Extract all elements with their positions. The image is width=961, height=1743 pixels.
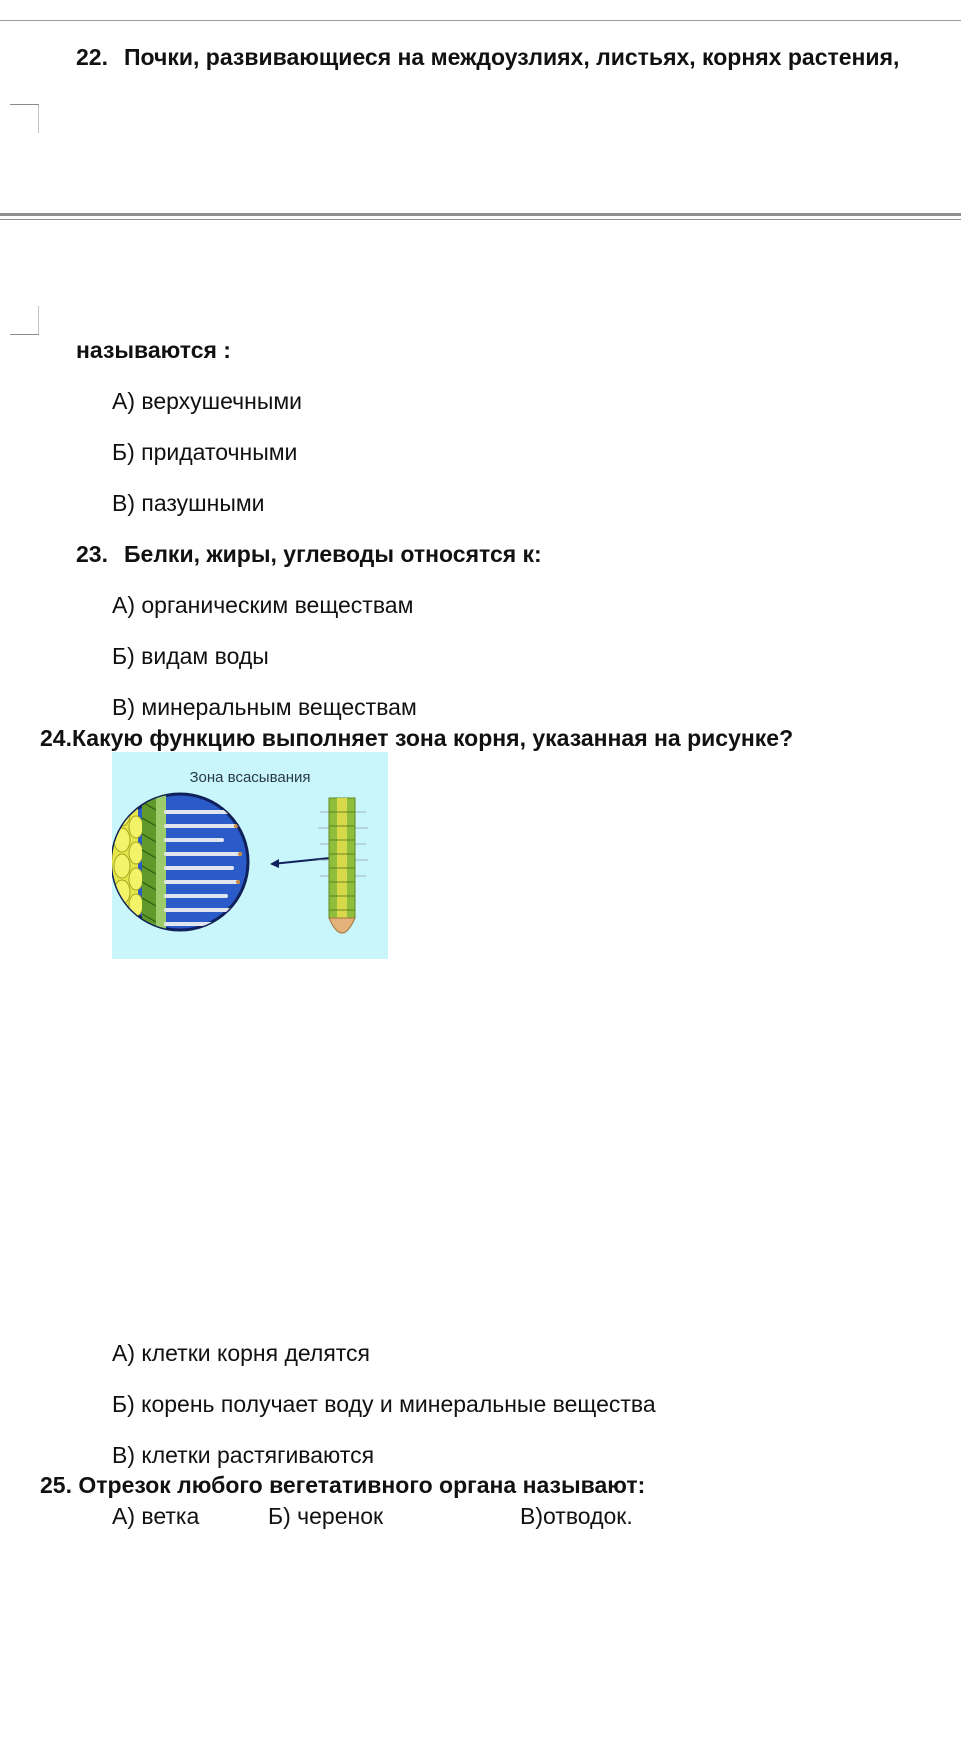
q22-option-b: Б) придаточными bbox=[112, 439, 298, 465]
q25-option-a: А) ветка bbox=[112, 1503, 200, 1529]
question-22-title-continued: называются : bbox=[76, 337, 231, 363]
question-22-title: Почки, развивающиеся на междоузлиях, листьях, корнях растения, bbox=[124, 44, 900, 70]
q24-option-a: А) клетки корня делятся bbox=[112, 1340, 370, 1366]
question-23-number: 23. bbox=[76, 541, 108, 567]
page-break-line-inner bbox=[0, 219, 961, 220]
q23-option-a: А) органическим веществам bbox=[112, 592, 414, 618]
q22-option-c: В) пазушными bbox=[112, 490, 265, 516]
q24-option-b: Б) корень получает воду и минеральные вещества bbox=[112, 1391, 656, 1417]
figure-caption: Зона всасывания bbox=[189, 769, 311, 786]
page-break-line bbox=[0, 213, 961, 216]
q23-option-c: В) минеральным веществам bbox=[112, 694, 417, 720]
page-margin-corner-mark bbox=[10, 306, 39, 335]
question-23-title: Белки, жиры, углеводы относятся к: bbox=[124, 541, 542, 567]
q25-option-c: В)отводок. bbox=[520, 1503, 633, 1529]
q24-option-c: В) клетки растягиваются bbox=[112, 1442, 375, 1468]
q23-option-b: Б) видам воды bbox=[112, 643, 269, 669]
q22-option-a: А) верхушечными bbox=[112, 388, 303, 414]
root-absorption-zone-figure bbox=[112, 752, 388, 959]
question-24-title: 24.Какую функцию выполняет зона корня, указанная на рисунке? bbox=[40, 725, 794, 751]
page-margin-corner-mark bbox=[10, 104, 39, 133]
question-22-number: 22. bbox=[76, 44, 108, 70]
page-top-border bbox=[0, 20, 961, 21]
question-25-title: 25. Отрезок любого вегетативного органа называют: bbox=[40, 1472, 646, 1498]
q25-option-b: Б) черенок bbox=[268, 1503, 384, 1529]
